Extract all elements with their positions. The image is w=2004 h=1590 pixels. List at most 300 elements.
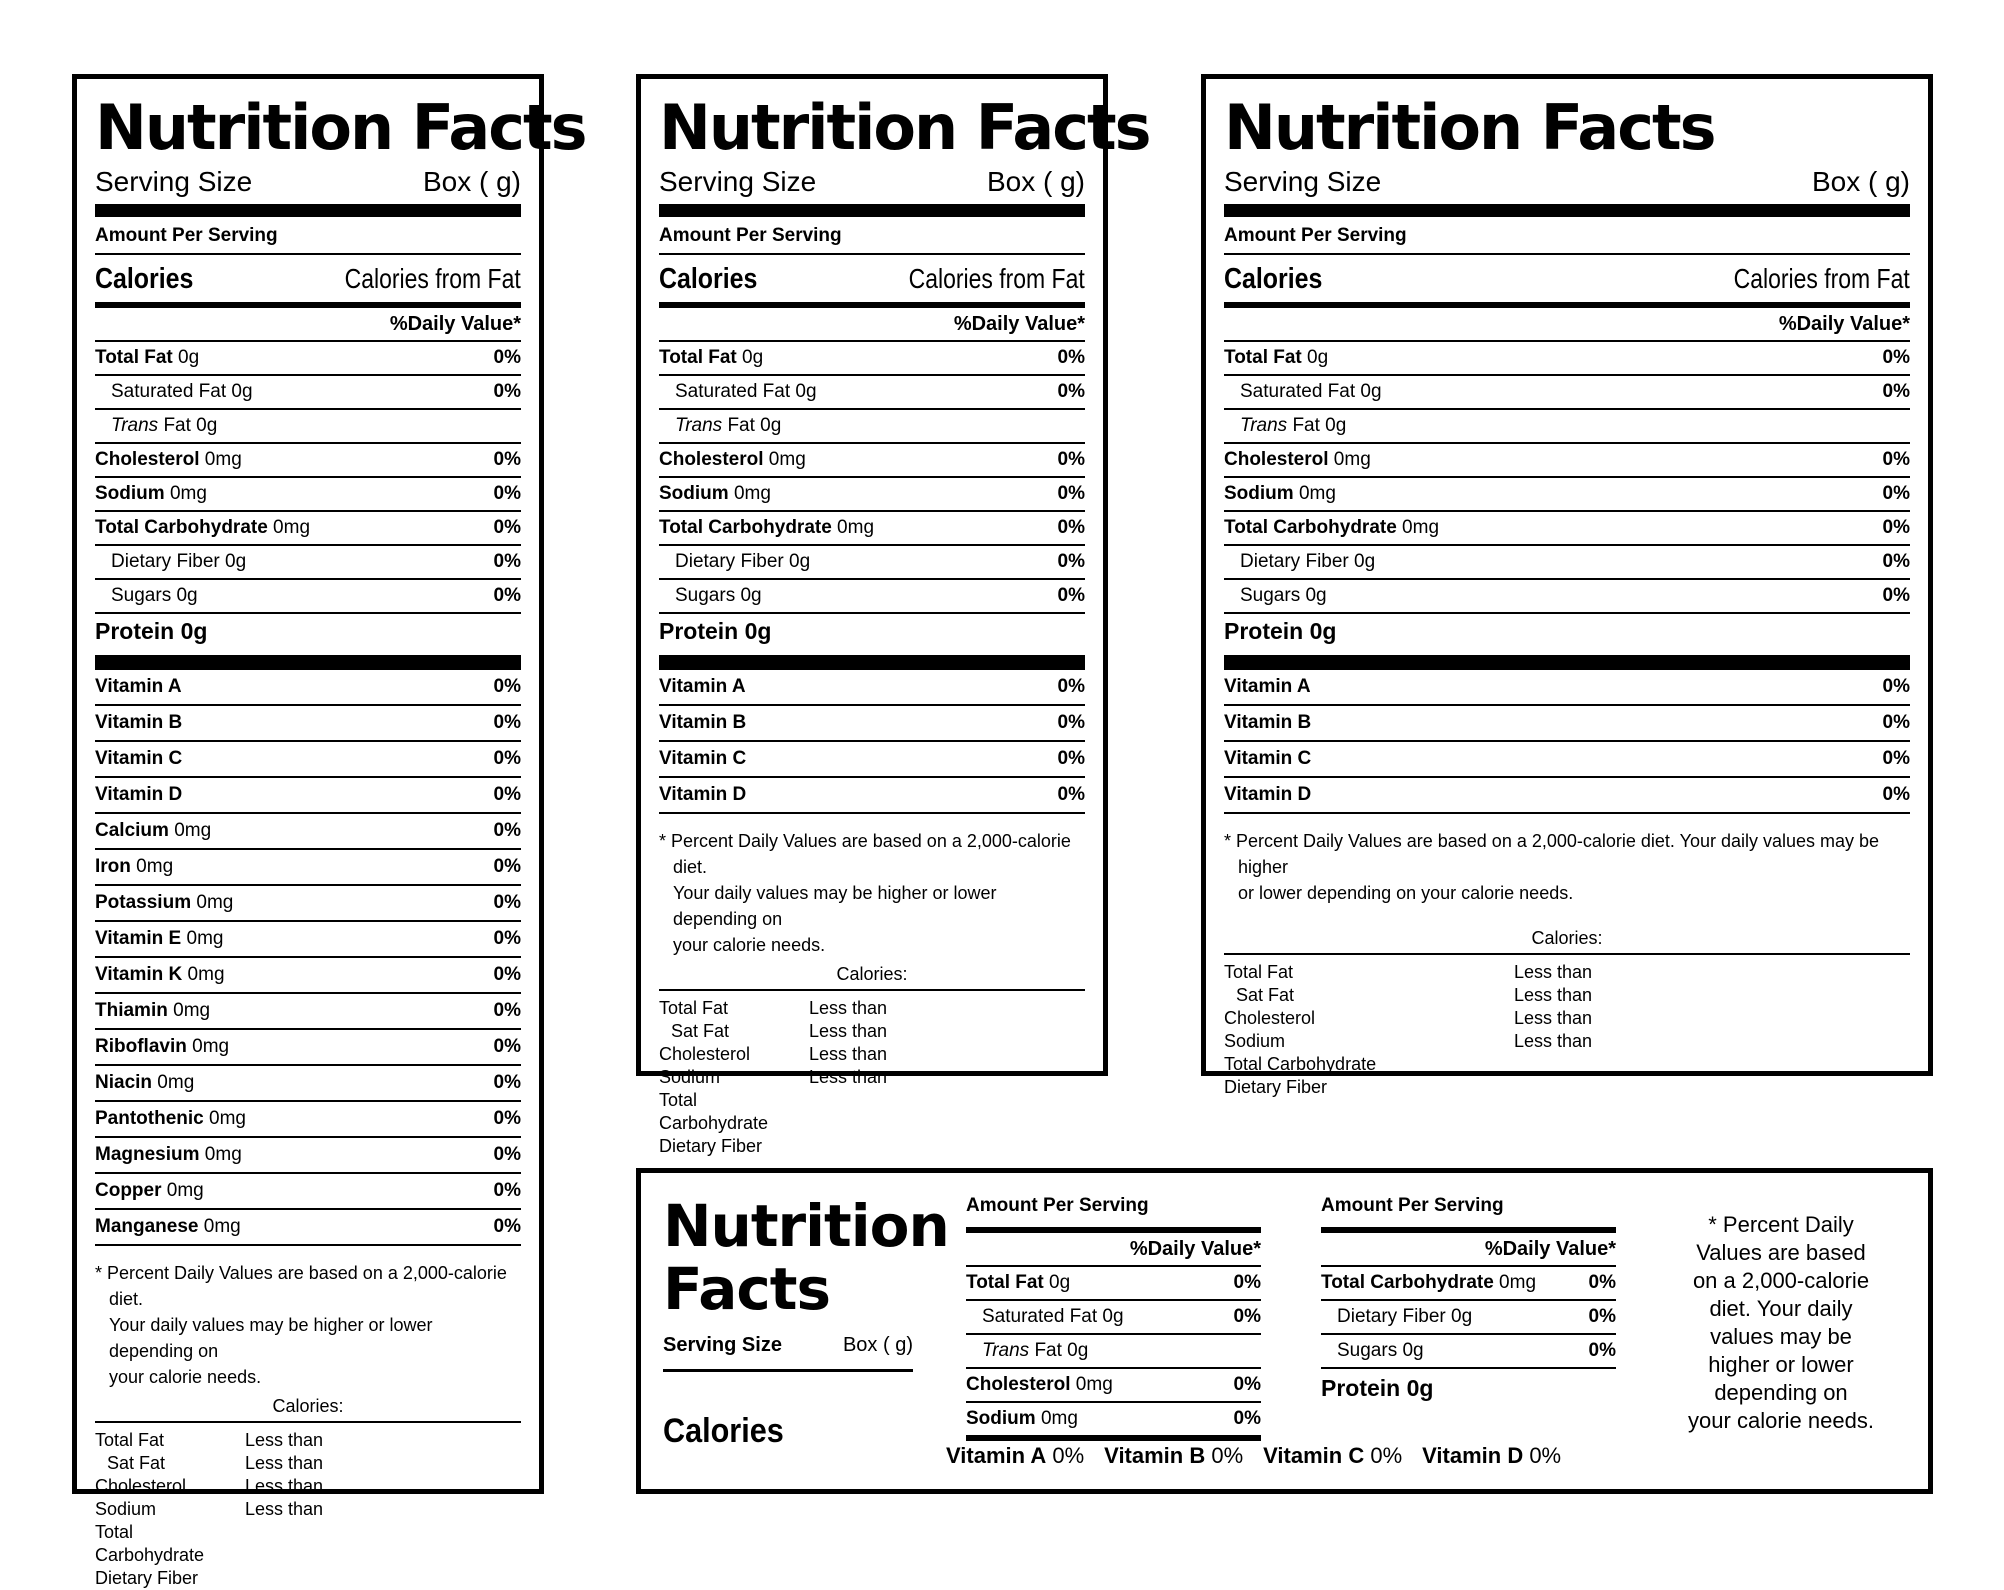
nutrient-label: Sugars [111, 585, 172, 607]
nutrient-name [1224, 376, 1382, 408]
nutrient-label: Saturated Fat [675, 381, 791, 403]
nutrient-list [1224, 340, 1910, 612]
vitamin-row [95, 1208, 521, 1244]
divider-thick [1224, 204, 1910, 217]
nutrient-name [1224, 546, 1375, 578]
calories-from-fat: Calories from Fat [908, 263, 1085, 295]
vitamin-amount: 0mg [181, 928, 224, 950]
limits-item: Dietary Fiber [1224, 1077, 1328, 1098]
nutrient-amount: 0g [1300, 585, 1327, 607]
nutrient-name [966, 1301, 1124, 1333]
nutrient-name [966, 1403, 1078, 1435]
vitamin-label: Calcium [95, 820, 169, 842]
vitamin-row [95, 704, 521, 740]
nutrient-name [1224, 342, 1328, 374]
calories-row [95, 255, 521, 302]
nutrient-label: Cholesterol [966, 1374, 1071, 1395]
nutrient-name-suffix: Fat 0g [722, 415, 782, 437]
limits-table [1224, 955, 1910, 1099]
nutrient-label: Dietary Fiber [1337, 1306, 1446, 1327]
nutrient-row [1224, 340, 1910, 374]
vitamin-list [95, 668, 521, 1244]
nutrient-percent: 0% [1588, 1340, 1616, 1361]
vitamin-amount: 0mg [186, 1036, 230, 1058]
limits-item: Total Fat [1224, 962, 1294, 983]
calories-label: Calories [95, 263, 194, 296]
serving-size-row [663, 1334, 913, 1372]
vitamin-percent: 0% [493, 1108, 521, 1130]
nutrient-row [1224, 476, 1910, 510]
vitamin-percent: 0% [493, 1216, 521, 1238]
footnote-line: diet. Your daily [1709, 1296, 1853, 1321]
limits-table [659, 991, 1085, 1158]
horizontal-column-2 [1321, 1195, 1616, 1402]
serving-size-value: Box ( g) [986, 166, 1085, 198]
nutrient-row [95, 408, 521, 442]
nutrient-row [95, 476, 521, 510]
nutrient-percent: 0% [1057, 517, 1085, 539]
nutrient-name [95, 580, 198, 612]
vitamin-label: Niacin [95, 1072, 153, 1094]
limits-item: Cholesterol [95, 1476, 187, 1497]
nutrient-row [1224, 578, 1910, 612]
vitamin-label: Riboflavin [95, 1036, 187, 1058]
footnote-line: your calorie needs. [1688, 1408, 1874, 1433]
nutrient-name-italic: Trans [1240, 415, 1288, 437]
nutrient-amount: 0g [1348, 551, 1376, 573]
footnote-line: Your daily values may be higher or lower depending on [673, 883, 997, 930]
vitamin-percent: 0% [493, 712, 521, 734]
nutrient-row [659, 408, 1085, 442]
vitamin-row [95, 884, 521, 920]
vitamin-label: Pantothenic [95, 1108, 204, 1130]
limits-item: Total Carbohydrate [95, 1522, 205, 1566]
limits-item: Less than [809, 998, 888, 1019]
vitamin-name [659, 742, 746, 776]
nutrient-amount: 0mg [728, 483, 771, 505]
nutrient-row [966, 1299, 1261, 1333]
nutrient-label: Saturated Fat [982, 1306, 1098, 1327]
nutrient-label: Dietary Fiber [675, 551, 784, 573]
nutrient-percent: 0% [1882, 381, 1910, 403]
nutrient-percent: 0% [1057, 551, 1085, 573]
limits-item: Dietary Fiber [659, 1136, 763, 1157]
vitamin-name [95, 670, 182, 704]
horizontal-title-block [663, 1192, 949, 1451]
limits-left [659, 997, 809, 1158]
amount-per-serving: Amount Per Serving [95, 225, 278, 247]
nutrient-percent: 0% [1882, 585, 1910, 607]
vitamin-percent: 0% [1046, 1443, 1085, 1468]
nutrient-list [966, 1265, 1261, 1435]
nutrient-row [95, 510, 521, 544]
vitamin-name [95, 1102, 246, 1136]
footnote-line: * Percent Daily Values are based on a 2,000-calorie diet. Your daily values may be higher [1224, 831, 1880, 878]
limits-left [95, 1429, 245, 1590]
nutrient-percent: 0% [493, 585, 521, 607]
vitamin-row [659, 668, 1085, 704]
vitamin-label: Vitamin B [95, 712, 183, 734]
vitamin-percent: 0% [493, 928, 521, 950]
divider-medium [966, 1435, 1261, 1441]
nutrient-amount: 0g [226, 381, 253, 403]
nutrient-row [95, 442, 521, 476]
serving-size-label: Serving Size [1224, 166, 1382, 198]
vitamin-inline-row [946, 1443, 1581, 1469]
vitamin-label: Magnesium [95, 1144, 200, 1166]
nutrient-percent: 0% [1882, 551, 1910, 573]
nutrient-row [659, 476, 1085, 510]
nutrient-list [659, 340, 1085, 612]
divider-thick [659, 655, 1085, 668]
vitamin-label: Vitamin E [95, 928, 182, 950]
vitamin-name [95, 1066, 194, 1100]
amount-per-serving: Amount Per Serving [659, 225, 842, 247]
nutrient-name [1224, 512, 1439, 544]
vitamin-percent: 0% [493, 820, 521, 842]
nutrient-name [1224, 410, 1346, 442]
vitamin-percent: 0% [493, 1180, 521, 1202]
footnote-line: * Percent Daily [1708, 1212, 1854, 1237]
serving-size-label: Serving Size [663, 1334, 782, 1357]
vitamin-inline [1422, 1443, 1561, 1468]
vitamin-percent: 0% [1882, 748, 1910, 770]
nutrient-row [1321, 1265, 1616, 1299]
vitamin-name [95, 886, 233, 920]
vitamin-row [95, 1100, 521, 1136]
vitamin-percent: 0% [1364, 1443, 1403, 1468]
vitamin-name [95, 1138, 242, 1172]
limits-left [1224, 961, 1514, 1099]
protein-row: Protein 0g [659, 612, 1085, 655]
vitamin-name [659, 706, 746, 740]
nutrient-amount: 0g [172, 347, 200, 369]
vitamin-row [95, 812, 521, 848]
nutrient-label: Total Carbohydrate [1321, 1272, 1494, 1293]
protein-row: Protein 0g [1321, 1375, 1434, 1401]
vitamin-label: Vitamin K [95, 964, 183, 986]
vitamin-percent: 0% [1882, 676, 1910, 698]
nutrient-name [1321, 1301, 1472, 1333]
nutrient-list [95, 340, 521, 612]
nutrient-percent: 0% [1233, 1408, 1261, 1429]
nutrient-amount: 0g [1097, 1306, 1124, 1327]
horizontal-footnote [1661, 1211, 1901, 1435]
nutrition-label-wide [1201, 74, 1933, 1098]
nutrient-label: Sugars [1240, 585, 1301, 607]
nutrient-percent: 0% [493, 449, 521, 471]
calories-row [659, 255, 1085, 302]
amount-per-serving: Amount Per Serving [1321, 1195, 1504, 1216]
nutrient-name-italic: Trans [675, 415, 723, 437]
vitamin-label: Vitamin B [1104, 1443, 1206, 1468]
nutrient-name-italic: Trans [982, 1340, 1030, 1361]
vitamin-label: Vitamin B [659, 712, 747, 734]
nutrient-label: Saturated Fat [111, 381, 227, 403]
nutrient-amount: 0g [1445, 1306, 1473, 1327]
nutrient-row [1224, 442, 1910, 476]
divider-thick [95, 655, 521, 668]
vitamin-row [95, 992, 521, 1028]
nutrient-name [1321, 1335, 1424, 1367]
nutrient-row [659, 578, 1085, 612]
limits-item: Cholesterol [1224, 1008, 1316, 1029]
nutrient-label: Sodium [1224, 483, 1294, 505]
vitamin-row [1224, 704, 1910, 740]
limits-item: Less than [1514, 962, 1593, 983]
nutrient-name [659, 342, 763, 374]
calories-column-header: Calories: [1224, 926, 1910, 955]
nutrient-name [966, 1335, 1088, 1367]
vitamin-label: Vitamin C [95, 748, 183, 770]
nutrient-row [659, 340, 1085, 374]
vitamin-name [95, 814, 211, 848]
nutrient-amount: 0mg [1293, 483, 1336, 505]
vitamin-percent: 0% [493, 784, 521, 806]
nutrient-label: Cholesterol [1224, 449, 1329, 471]
nutrient-percent: 0% [1233, 1374, 1261, 1395]
nutrient-row [966, 1367, 1261, 1401]
vitamin-row [1224, 776, 1910, 812]
calories-label: Calories [1224, 263, 1323, 296]
vitamin-row [659, 740, 1085, 776]
nutrient-amount: 0mg [164, 483, 207, 505]
vitamin-percent: 0% [1523, 1443, 1562, 1468]
footnote [1224, 814, 1910, 910]
vitamin-percent: 0% [1057, 676, 1085, 698]
nutrient-row [659, 442, 1085, 476]
nutrient-percent: 0% [1057, 483, 1085, 505]
vitamin-row [95, 1028, 521, 1064]
nutrient-percent: 0% [1882, 449, 1910, 471]
vitamin-row [95, 1172, 521, 1208]
nutrient-name [659, 546, 810, 578]
vitamin-row [95, 1136, 521, 1172]
vitamin-amount: 0mg [198, 1216, 241, 1238]
calories-from-fat: Calories from Fat [344, 263, 521, 295]
serving-size-label: Serving Size [95, 166, 253, 198]
nutrient-label: Total Carbohydrate [95, 517, 268, 539]
nutrient-percent: 0% [1057, 449, 1085, 471]
vitamin-row [95, 920, 521, 956]
footnote-line: Values are based [1696, 1240, 1866, 1265]
vitamin-percent: 0% [493, 1036, 521, 1058]
nutrient-amount: 0mg [267, 517, 311, 539]
footnote-line: * Percent Daily Values are based on a 2,000-calorie diet. [659, 831, 1071, 878]
nutrient-amount: 0mg [1493, 1272, 1537, 1293]
vitamin-amount: 0mg [182, 964, 225, 986]
vitamin-percent: 0% [1882, 712, 1910, 734]
vitamin-row [1224, 668, 1910, 704]
vitamin-percent: 0% [493, 892, 521, 914]
daily-value-header: %Daily Value* [389, 313, 521, 336]
nutrient-amount: 0g [783, 551, 811, 573]
vitamin-percent: 0% [493, 676, 521, 698]
vitamin-percent: 0% [493, 748, 521, 770]
footnote [659, 814, 1085, 962]
vitamin-amount: 0mg [152, 1072, 195, 1094]
limits-item: Less than [245, 1430, 324, 1451]
limits-item: Less than [245, 1453, 324, 1474]
footnote-line: or lower depending on your calorie needs. [1238, 883, 1574, 904]
vitamin-label: Vitamin D [95, 784, 183, 806]
nutrient-amount: 0g [735, 585, 762, 607]
vitamin-label: Vitamin D [659, 784, 747, 806]
nutrition-label-medium [636, 74, 1150, 1157]
limits-item: Sat Fat [107, 1453, 166, 1474]
serving-size-row [95, 166, 521, 204]
footnote-line: on a 2,000-calorie [1692, 1268, 1870, 1293]
nutrient-percent: 0% [1233, 1306, 1261, 1327]
nutrient-percent: 0% [1057, 585, 1085, 607]
limits-item: Total Carbohydrate [1224, 1054, 1377, 1075]
nutrient-amount: 0g [219, 551, 247, 573]
label-title: Nutrition Facts [659, 91, 1150, 164]
limits-item: Less than [809, 1044, 888, 1065]
limits-item: Total Fat [95, 1430, 165, 1451]
vitamin-name [1224, 706, 1311, 740]
nutrient-name [659, 444, 806, 476]
nutrient-row [1321, 1333, 1616, 1367]
vitamin-label: Manganese [95, 1216, 199, 1238]
divider-thick [1224, 655, 1910, 668]
vitamin-label: Vitamin D [1224, 784, 1312, 806]
nutrient-percent: 0% [1233, 1272, 1261, 1293]
nutrient-percent: 0% [493, 381, 521, 403]
vitamin-amount: 0mg [130, 856, 174, 878]
vitamin-row [95, 776, 521, 812]
nutrient-amount: 0mg [1328, 449, 1371, 471]
nutrient-row [1321, 1299, 1616, 1333]
calories-column-header: Calories: [659, 962, 1085, 991]
nutrient-name [95, 410, 217, 442]
footnote-line: higher or lower [1708, 1352, 1854, 1377]
nutrient-name [659, 376, 817, 408]
limits-item: Less than [809, 1021, 888, 1042]
limits-item: Total Fat [659, 998, 729, 1019]
vitamin-list [659, 668, 1085, 812]
nutrient-name [95, 342, 199, 374]
nutrient-amount: 0mg [763, 449, 806, 471]
nutrient-label: Dietary Fiber [1240, 551, 1349, 573]
vitamin-name [95, 706, 182, 740]
nutrient-amount: 0mg [1396, 517, 1440, 539]
limits-right [1514, 961, 1592, 1099]
nutrient-name [95, 512, 310, 544]
vitamin-row [95, 1064, 521, 1100]
nutrient-label: Saturated Fat [1240, 381, 1356, 403]
nutrient-percent: 0% [1588, 1306, 1616, 1327]
nutrient-name [659, 512, 874, 544]
nutrient-percent: 0% [493, 347, 521, 369]
serving-size-value: Box ( g) [1811, 166, 1910, 198]
nutrient-row [1224, 510, 1910, 544]
nutrient-label: Sodium [95, 483, 165, 505]
nutrient-row [659, 544, 1085, 578]
vitamin-name [95, 994, 210, 1028]
vitamin-name [95, 850, 173, 884]
vitamin-label: Vitamin C [1224, 748, 1312, 770]
nutrient-name [659, 478, 771, 510]
amount-per-serving: Amount Per Serving [966, 1195, 1149, 1216]
vitamin-amount: 0mg [167, 1000, 211, 1022]
nutrient-amount: 0mg [1070, 1374, 1113, 1395]
vitamin-percent: 0% [493, 964, 521, 986]
nutrient-name [659, 410, 781, 442]
limits-item: Less than [1514, 985, 1593, 1006]
vitamin-name [1224, 670, 1311, 704]
vitamin-label: Potassium [95, 892, 192, 914]
nutrient-percent: 0% [1882, 347, 1910, 369]
limits-item: Sodium [95, 1499, 157, 1520]
nutrient-percent: 0% [493, 551, 521, 573]
nutrient-label: Total Fat [659, 347, 737, 369]
vitamin-label: Copper [95, 1180, 162, 1202]
vitamin-name [659, 778, 746, 812]
vitamin-label: Vitamin A [946, 1443, 1047, 1468]
daily-value-header: %Daily Value* [1778, 313, 1910, 336]
limits-item: Sodium [1224, 1031, 1286, 1052]
vitamin-row [659, 704, 1085, 740]
nutrient-list [1321, 1265, 1616, 1367]
nutrient-name [95, 546, 246, 578]
label-title-line: Facts [663, 1254, 830, 1323]
serving-size-value: Box ( g) [422, 166, 521, 198]
nutrient-amount: 0g [1043, 1272, 1071, 1293]
horizontal-column-1 [966, 1195, 1261, 1441]
vitamin-percent: 0% [1205, 1443, 1244, 1468]
calories-from-fat: Calories from Fat [1733, 263, 1910, 295]
nutrient-amount: 0g [1301, 347, 1329, 369]
nutrient-name [1224, 444, 1371, 476]
vitamin-label: Vitamin A [1224, 676, 1311, 698]
vitamin-row [95, 848, 521, 884]
nutrient-name [966, 1369, 1113, 1401]
limits-item: Less than [809, 1067, 888, 1088]
limits-right [245, 1429, 323, 1590]
nutrient-name [966, 1267, 1070, 1299]
nutrient-name [1224, 580, 1327, 612]
vitamin-inline [1263, 1443, 1402, 1468]
limits-item: Sat Fat [671, 1021, 730, 1042]
vitamin-percent: 0% [493, 1000, 521, 1022]
limits-item: Less than [245, 1499, 324, 1520]
vitamin-row [95, 740, 521, 776]
nutrient-name [659, 580, 762, 612]
vitamin-label: Iron [95, 856, 131, 878]
vitamin-name [95, 1030, 229, 1064]
limits-item: Total Carbohydrate [659, 1090, 769, 1134]
limits-item: Less than [245, 1476, 324, 1497]
footnote-line: your calorie needs. [109, 1367, 262, 1388]
vitamin-row [659, 776, 1085, 812]
vitamin-name [95, 958, 225, 992]
nutrient-name [95, 376, 253, 408]
vitamin-amount: 0mg [191, 892, 234, 914]
daily-value-header: %Daily Value* [1129, 1238, 1261, 1260]
protein-row: Protein 0g [1224, 612, 1910, 655]
nutrient-label: Total Fat [966, 1272, 1044, 1293]
nutrient-row [966, 1401, 1261, 1435]
nutrient-label: Cholesterol [95, 449, 200, 471]
nutrient-row [1224, 374, 1910, 408]
vitamin-label: Vitamin B [1224, 712, 1312, 734]
nutrient-percent: 0% [1588, 1272, 1616, 1293]
nutrient-amount: 0g [1355, 381, 1382, 403]
limits-item: Less than [1514, 1008, 1593, 1029]
nutrient-label: Total Fat [95, 347, 173, 369]
nutrient-row [95, 578, 521, 612]
